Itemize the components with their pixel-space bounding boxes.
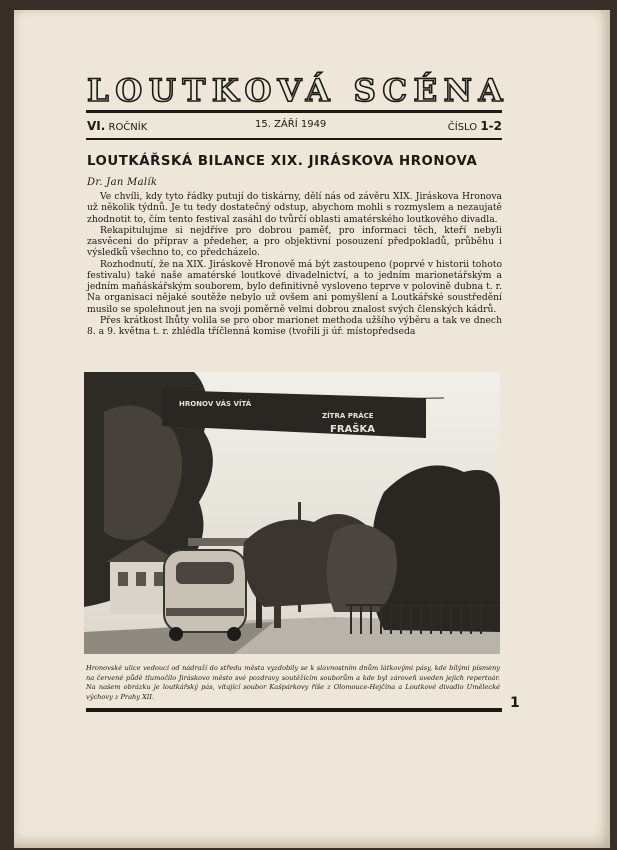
photo-illustration: [84, 372, 500, 654]
article-author: Dr. Jan Malík: [87, 177, 158, 188]
page-number: 1: [510, 695, 520, 711]
paragraph: Rekapitulujme si nejdříve pro dobrou paměť, pro informaci těch, kteří nebyli zasvěceni do příprav a předeher, a pro objektivní posouzení předpokladů, průběhu i výsledků všechno to, co předcházelo.: [87, 224, 502, 259]
paragraph: Ve chvíli, kdy tyto řádky putují do tiskárny, dělí nás od závěru XIX. Jiráskova Hronova už několik týdnů. Je tu tedy dostatečný odstup, abychom mohli s rozmyslem a nezaujatě zhodnotit to, čím tento festival zasáhl do tvůrčí oblasti amatérského loutkového divadla.: [87, 191, 502, 225]
magazine-title: LOUTKOVÁ SCÉNA: [87, 73, 510, 109]
number-value: 1-2: [480, 119, 502, 133]
banner-text-2: ZÍTRA PRÁCE: [322, 412, 374, 420]
issue-rule: [86, 138, 502, 140]
street-photo: [84, 372, 500, 654]
banner-text-1: HRONOV VÁS VÍTÁ: [179, 400, 252, 408]
issue-number: [448, 119, 502, 133]
masthead-rule: [86, 110, 502, 113]
volume-word: ROČNÍK: [105, 122, 148, 133]
issue-info: [87, 119, 502, 135]
issue-date: 15. ZÁŘÍ 1949: [255, 119, 327, 130]
banner-text-3: FRAŠKA: [330, 424, 375, 435]
article-body: [87, 191, 502, 337]
caption-text: Hronovské ulice vedoucí od nádraží do středu města vyzdobily se k slavnostním dnům látkovými pásy, kde bílými písmeny na červené půdě tlumočilo Jiráskovo město své pozdravy soutěžícím souborům a kde byl zároveň uveden jejich repertoár. Na našem obrázku je loutkářský pás, vítající soubor Kašpárkovy říše z Olomouce-Hejčína a Loutkové divadlo Umělecké výchovy z Prahy XII.: [86, 664, 500, 701]
photo-caption: [86, 664, 500, 702]
paragraph: Přes krátkost lhůty volila se pro obor marionet methoda užšího výběru a tak ve dnech 8. a 9. května t. r. zhlédla tříčlenná komise (tvořili ji úř. místopředseda: [87, 314, 502, 337]
number-word: ČÍSLO: [447, 122, 481, 133]
paragraph: Rozhodnutí, že na XIX. Jiráskově Hronově má být zastoupeno (poprvé v historii tohoto festivalu) také naše amatérské loutkové divadelnictví, a to jedním marionetářským a jedním maňáskářským souborem, bylo definitivně vysloveno teprve v polovině dubna t. r. Na organisaci nějaké soutěže nebylo už ovšem ani pomyšlení a Loutkářské soustředění musilo se spolehnout jen na svoji poměrně velmi dobrou znalost svých členských kádrů.: [87, 258, 502, 315]
bottom-rule: [86, 708, 502, 712]
volume: [87, 119, 147, 133]
volume-roman: VI.: [87, 119, 106, 133]
article-headline: LOUTKÁŘSKÁ BILANCE XIX. JIRÁSKOVA HRONOVA: [87, 154, 478, 169]
